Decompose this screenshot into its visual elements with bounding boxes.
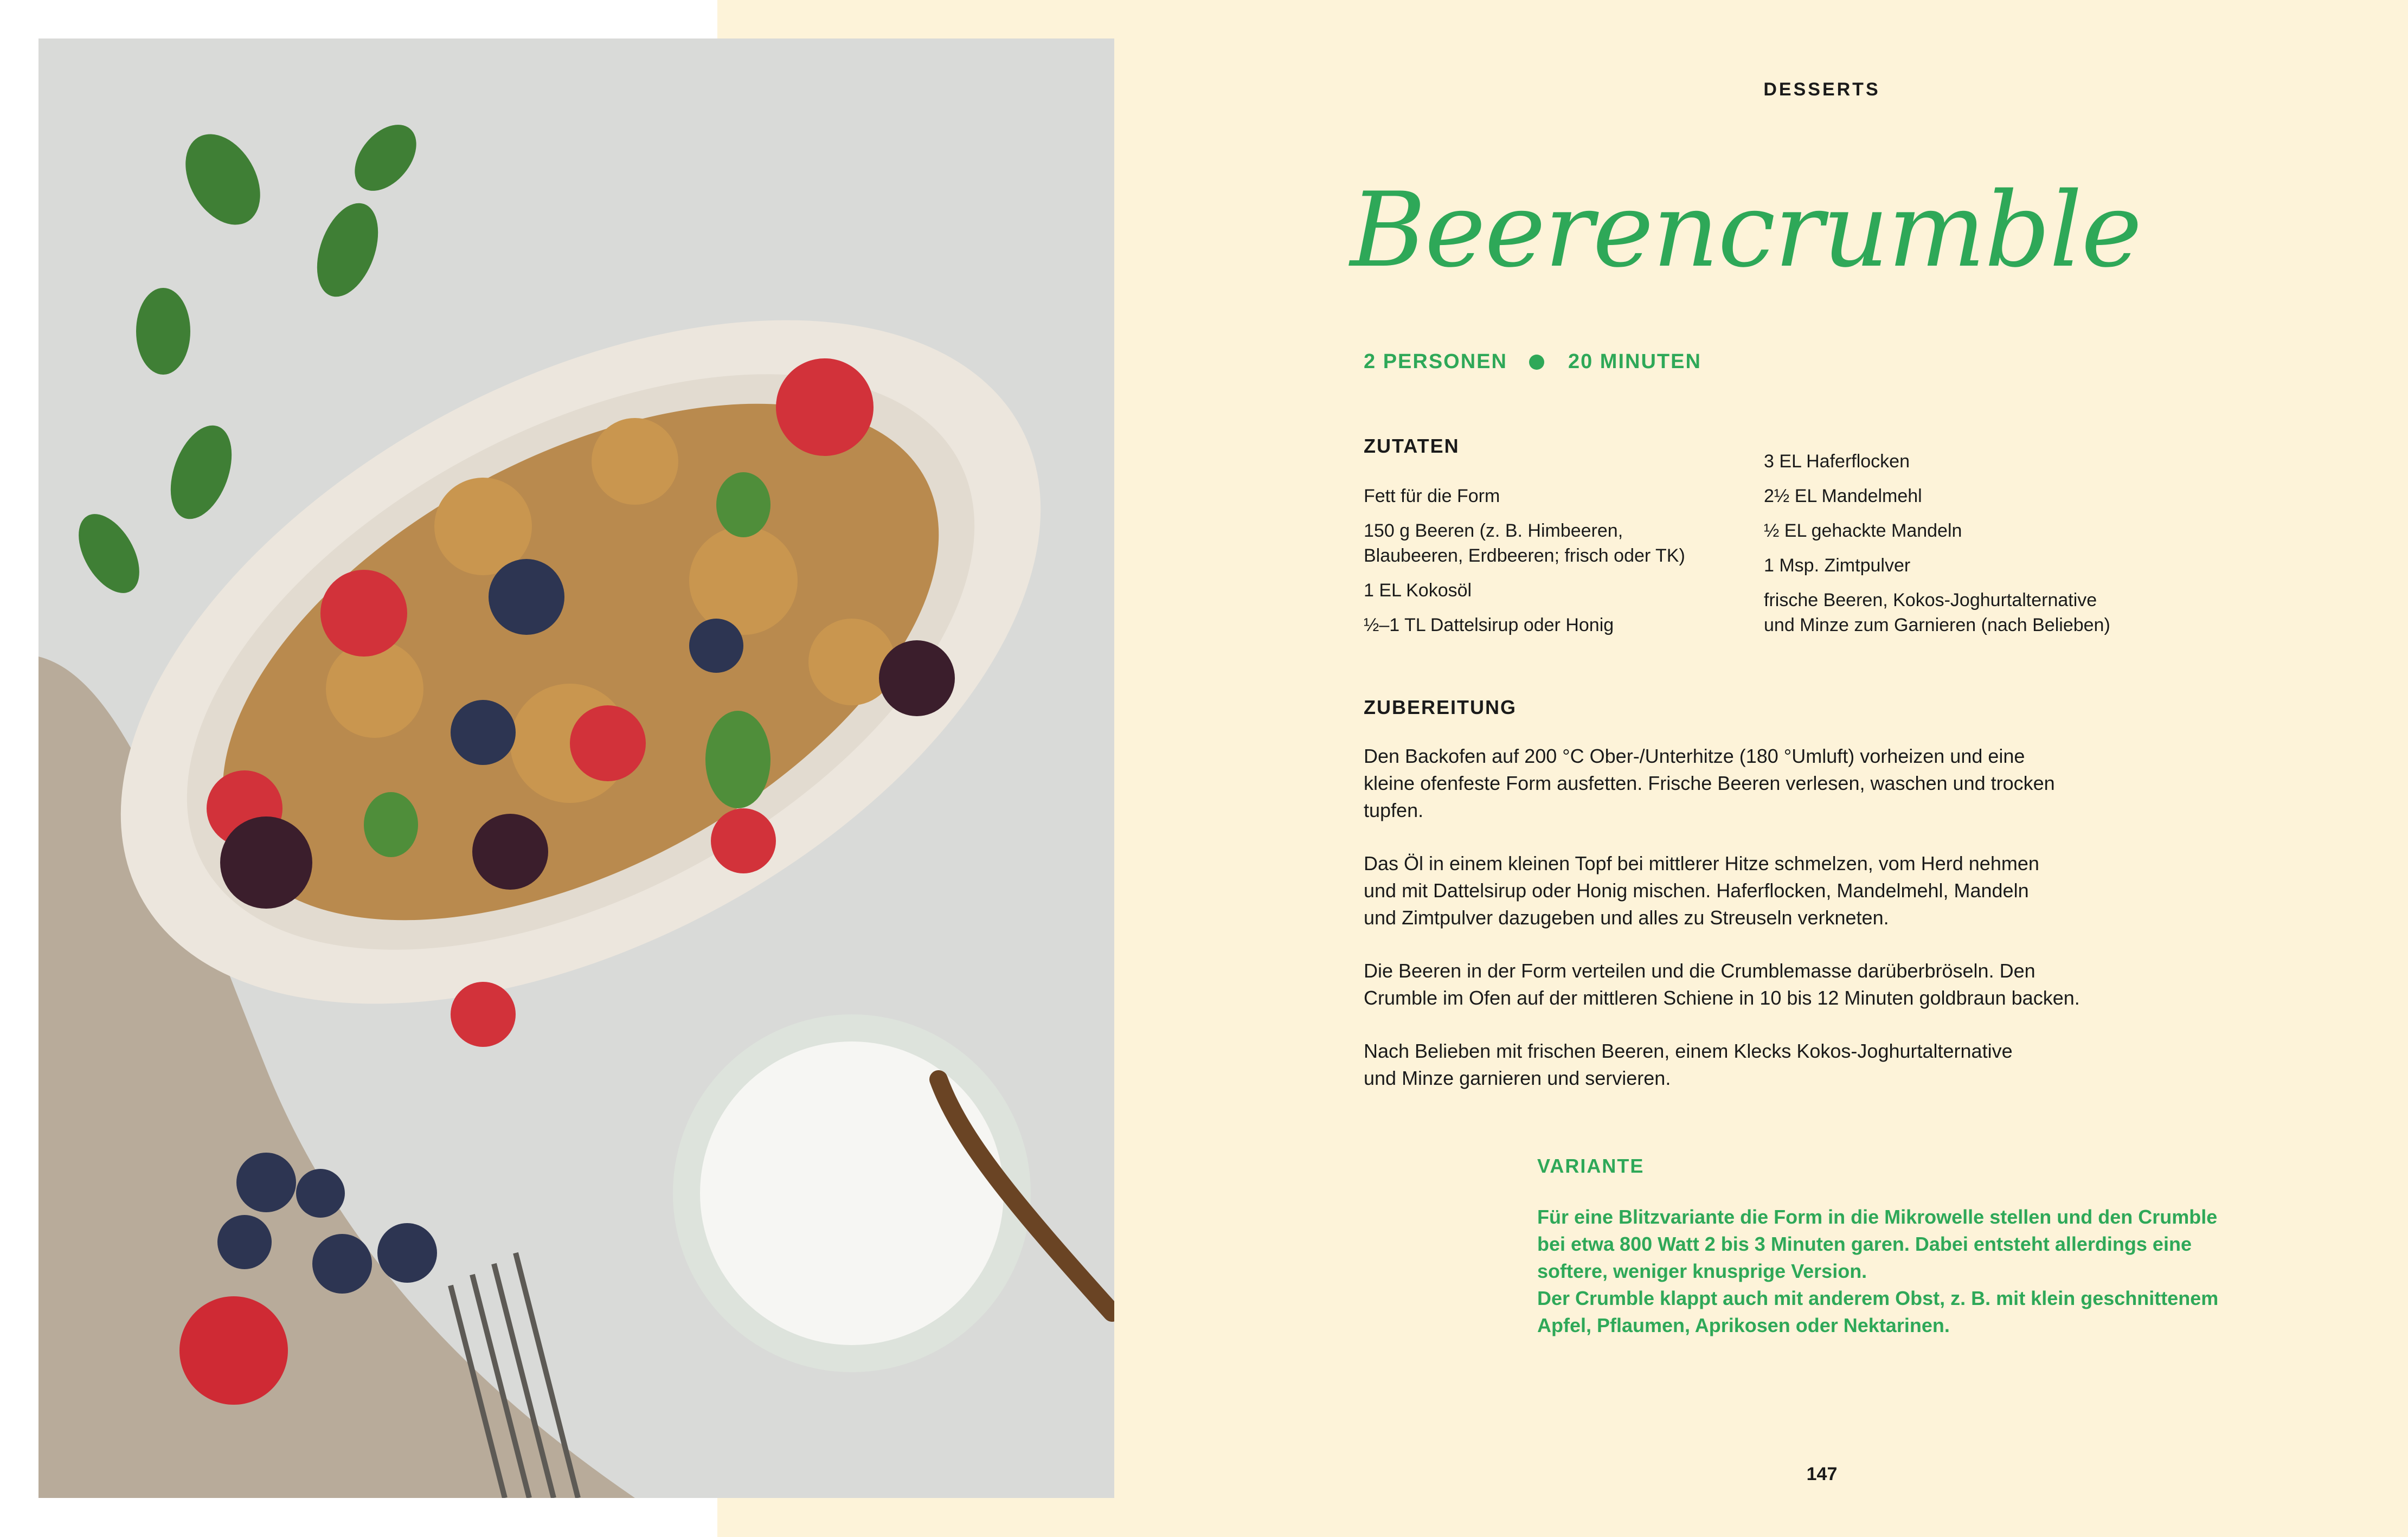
variant-heading: VARIANTE [1537,1155,1645,1177]
recipe-photo [38,38,1114,1498]
ingredient-item: 150 g Beeren (z. B. Himbeeren, Blaubeeren, Erdbeeren; frisch oder TK) [1364,520,1685,566]
ingredient-item: frische Beeren, Kokos-Joghurtalternative und Minze zum Garnieren (nach Belieben) [1764,590,2110,635]
ingredients-column-right [1764,449,2176,647]
preparation-steps [1364,743,2155,1118]
recipe-title: Beerencrumble [1350,170,2141,290]
ingredient-item: ½–1 TL Dattelsirup oder Honig [1364,615,1614,635]
variant-text: Für eine Blitzvariante die Form in die Mikrowelle stellen und den Crumble bei etwa 800 Watt 2 bis 3 Minuten garen. Dabei entsteht allerdings eine softere, weniger knusprige Version. Der Crumble klappt auch mit anderem Obst, z. B. mit klein geschnittenem Apfel, Pflaumen, Aprikosen oder Nektarinen. [1537,1206,2219,1336]
ingredient-item: 1 EL Kokosöl [1364,580,1472,601]
servings: 2 PERSONEN [1364,350,1507,373]
step-paragraph: Die Beeren in der Form verteilen und die Crumblemasse darüberbröseln. Den Crumble im Ofen auf der mittleren Schiene in 10 bis 12 Minuten goldbraun backen. [1364,960,2080,1009]
berry-crumble-photo [38,38,1114,1498]
ingredient-item: Fett für die Form [1364,486,1500,506]
step-paragraph: Das Öl in einem kleinen Topf bei mittlerer Hitze schmelzen, vom Herd nehmen und mit Dattelsirup oder Honig mischen. Haferflocken, Mandelmehl, Mandeln und Zimtpulver dazugeben und alles zu Streuseln verkneten. [1364,852,2039,929]
prep-time: 20 MINUTEN [1568,350,1701,373]
ingredients-heading: ZUTATEN [1364,435,1460,457]
step-paragraph: Nach Belieben mit frischen Beeren, einem Klecks Kokos-Joghurtalternative und Minze garnieren und servieren. [1364,1040,2013,1089]
recipe-meta [1364,350,1701,374]
ingredient-item: 2½ EL Mandelmehl [1764,486,1922,506]
bullet-dot-icon [1529,355,1544,370]
preparation-heading: ZUBEREITUNG [1364,696,1517,718]
ingredient-item: 1 Msp. Zimtpulver [1764,555,1911,576]
step-paragraph: Den Backofen auf 200 °C Ober-/Unterhitze (180 °Umluft) vorheizen und eine kleine ofenfeste Form ausfetten. Frische Beeren verlesen, waschen und trocken tupfen. [1364,745,2055,821]
ingredient-item: ½ EL gehackte Mandeln [1764,520,1962,541]
page-number: 147 [1806,1464,1838,1484]
ingredients-column-left [1364,484,1743,647]
ingredient-item: 3 EL Haferflocken [1764,451,1910,472]
section-label: DESSERTS [1763,79,1880,100]
